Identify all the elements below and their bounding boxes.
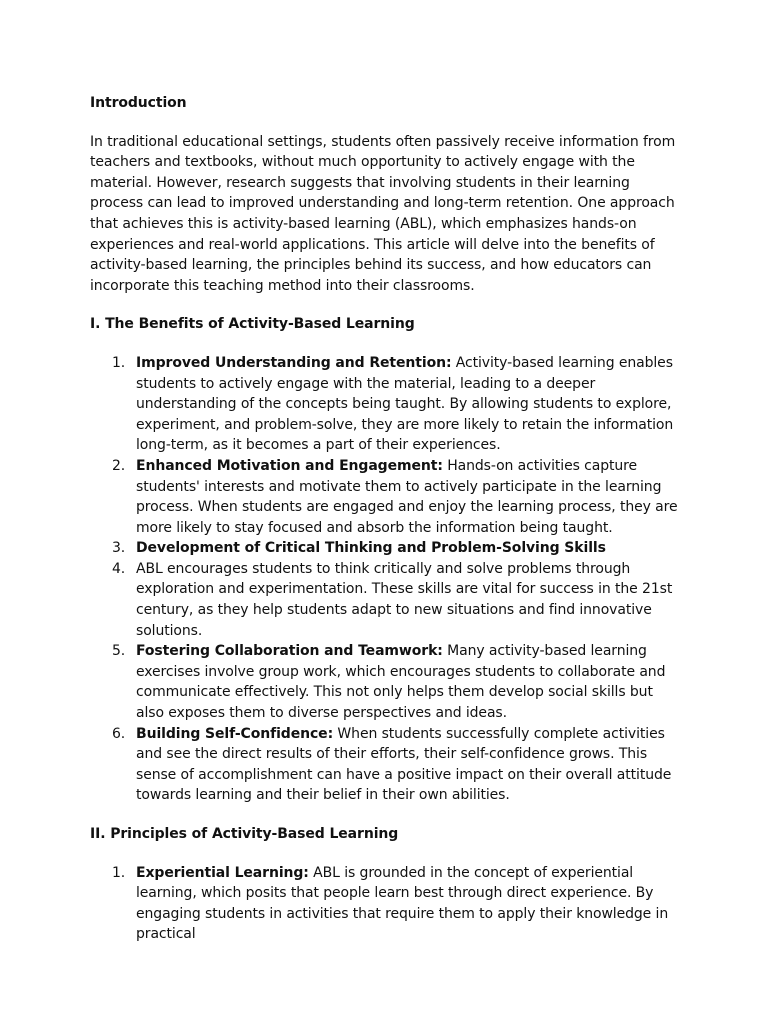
principles-list [90, 863, 678, 945]
list-item [90, 456, 678, 538]
intro-heading: Introduction [90, 95, 187, 111]
list-item-text: When students successfully complete activities and see the direct results of their efforts, their self-confidence grows. This sense of accomplishment can have a positive impact on their overall attitude towards learning and their belief in their own abilities. [136, 725, 672, 804]
list-item-label: Building Self-Confidence: [136, 725, 334, 742]
list-item-number: 5. [112, 643, 126, 660]
list-item [90, 538, 678, 559]
list-item-number: 4. [112, 560, 126, 577]
benefits-list [90, 353, 678, 806]
list-item-number: 1. [112, 864, 126, 881]
list-item-text: ABL is grounded in the concept of experiential learning, which posits that people learn best through direct experience. By engaging students in activities that require them to apply their knowledge in practical [136, 864, 669, 943]
list-item [90, 353, 678, 456]
list-item-label: Experiential Learning: [136, 864, 309, 881]
section-heading-principles: II. Principles of Activity-Based Learning [90, 826, 399, 842]
list-item-label: Development of Critical Thinking and Problem-Solving Skills [136, 540, 606, 557]
section-heading-benefits: I. The Benefits of Activity-Based Learning [90, 316, 415, 333]
list-item-label: Fostering Collaboration and Teamwork: [136, 643, 443, 660]
list-item-number: 1. [112, 354, 126, 371]
list-item-number: 2. [112, 457, 126, 474]
list-item-number: 3. [112, 540, 126, 557]
list-item [90, 863, 678, 945]
list-item-label: Enhanced Motivation and Engagement: [136, 457, 443, 474]
list-item-text: ABL encourages students to think critically and solve problems through exploration and experimentation. These skills are vital for success in the 21st century, as they help students adapt to new situations and find innovative solutions. [136, 560, 673, 639]
list-item [90, 559, 678, 641]
list-item-text: Many activity-based learning exercises involve group work, which encourages students to collaborate and communicate effectively. This not only helps them develop social skills but also exposes them to diverse perspectives and ideas. [136, 643, 666, 722]
list-item [90, 641, 678, 723]
list-item [90, 724, 678, 806]
list-item-label: Improved Understanding and Retention: [136, 354, 452, 371]
list-item-text: Hands-on activities capture students' interests and motivate them to actively participate in the learning process. When students are engaged and enjoy the learning process, they are more likely to stay focused and absorb the information being taught. [136, 457, 678, 536]
list-item-text: Activity-based learning enables students to actively engage with the material, leading to a deeper understanding of the concepts being taught. By allowing students to explore, experiment, and problem-solve, they are more likely to retain the information long-term, as it becomes a part of their experiences. [136, 354, 674, 454]
list-item-number: 6. [112, 725, 126, 742]
intro-paragraph: In traditional educational settings, students often passively receive information from teachers and textbooks, without much opportunity to actively engage with the material. However, research suggests that involving students in their learning process can lead to improved understanding and long-term retention. One approach that achieves this is activity-based learning (ABL), which emphasizes hands-on experiences and real-world applications. This article will delve into the benefits of activity-based learning, the principles behind its success, and how educators can incorporate this teaching method into their classrooms. [90, 133, 676, 294]
